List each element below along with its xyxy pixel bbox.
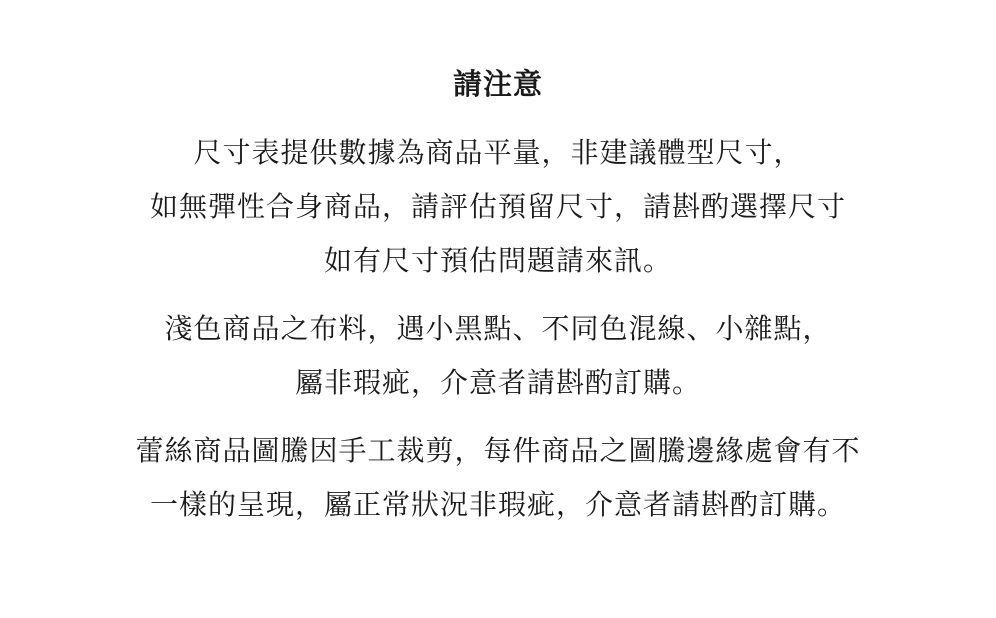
- notice-line: 如有尺寸預估問題請來訊。: [323, 244, 672, 277]
- notice-line: 如無彈性合身商品，請評估預留尺寸，請斟酌選擇尺寸: [149, 190, 846, 223]
- notice-line: 屬非瑕疵，介意者請斟酌訂購。: [294, 366, 701, 399]
- notice-line: 尺寸表提供數據為商品平量，非建議體型尺寸，: [193, 136, 803, 169]
- notice-line: 淺色商品之布料，遇小黑點、不同色混線、小雜點，: [164, 312, 832, 345]
- notice-line: 一樣的呈現，屬正常狀況非瑕疵，介意者請斟酌訂購。: [149, 488, 846, 521]
- notice-title: 請注意: [452, 67, 543, 101]
- notice-line: 蕾絲商品圖騰因手工裁剪，每件商品之圖騰邊緣處會有不: [135, 434, 861, 467]
